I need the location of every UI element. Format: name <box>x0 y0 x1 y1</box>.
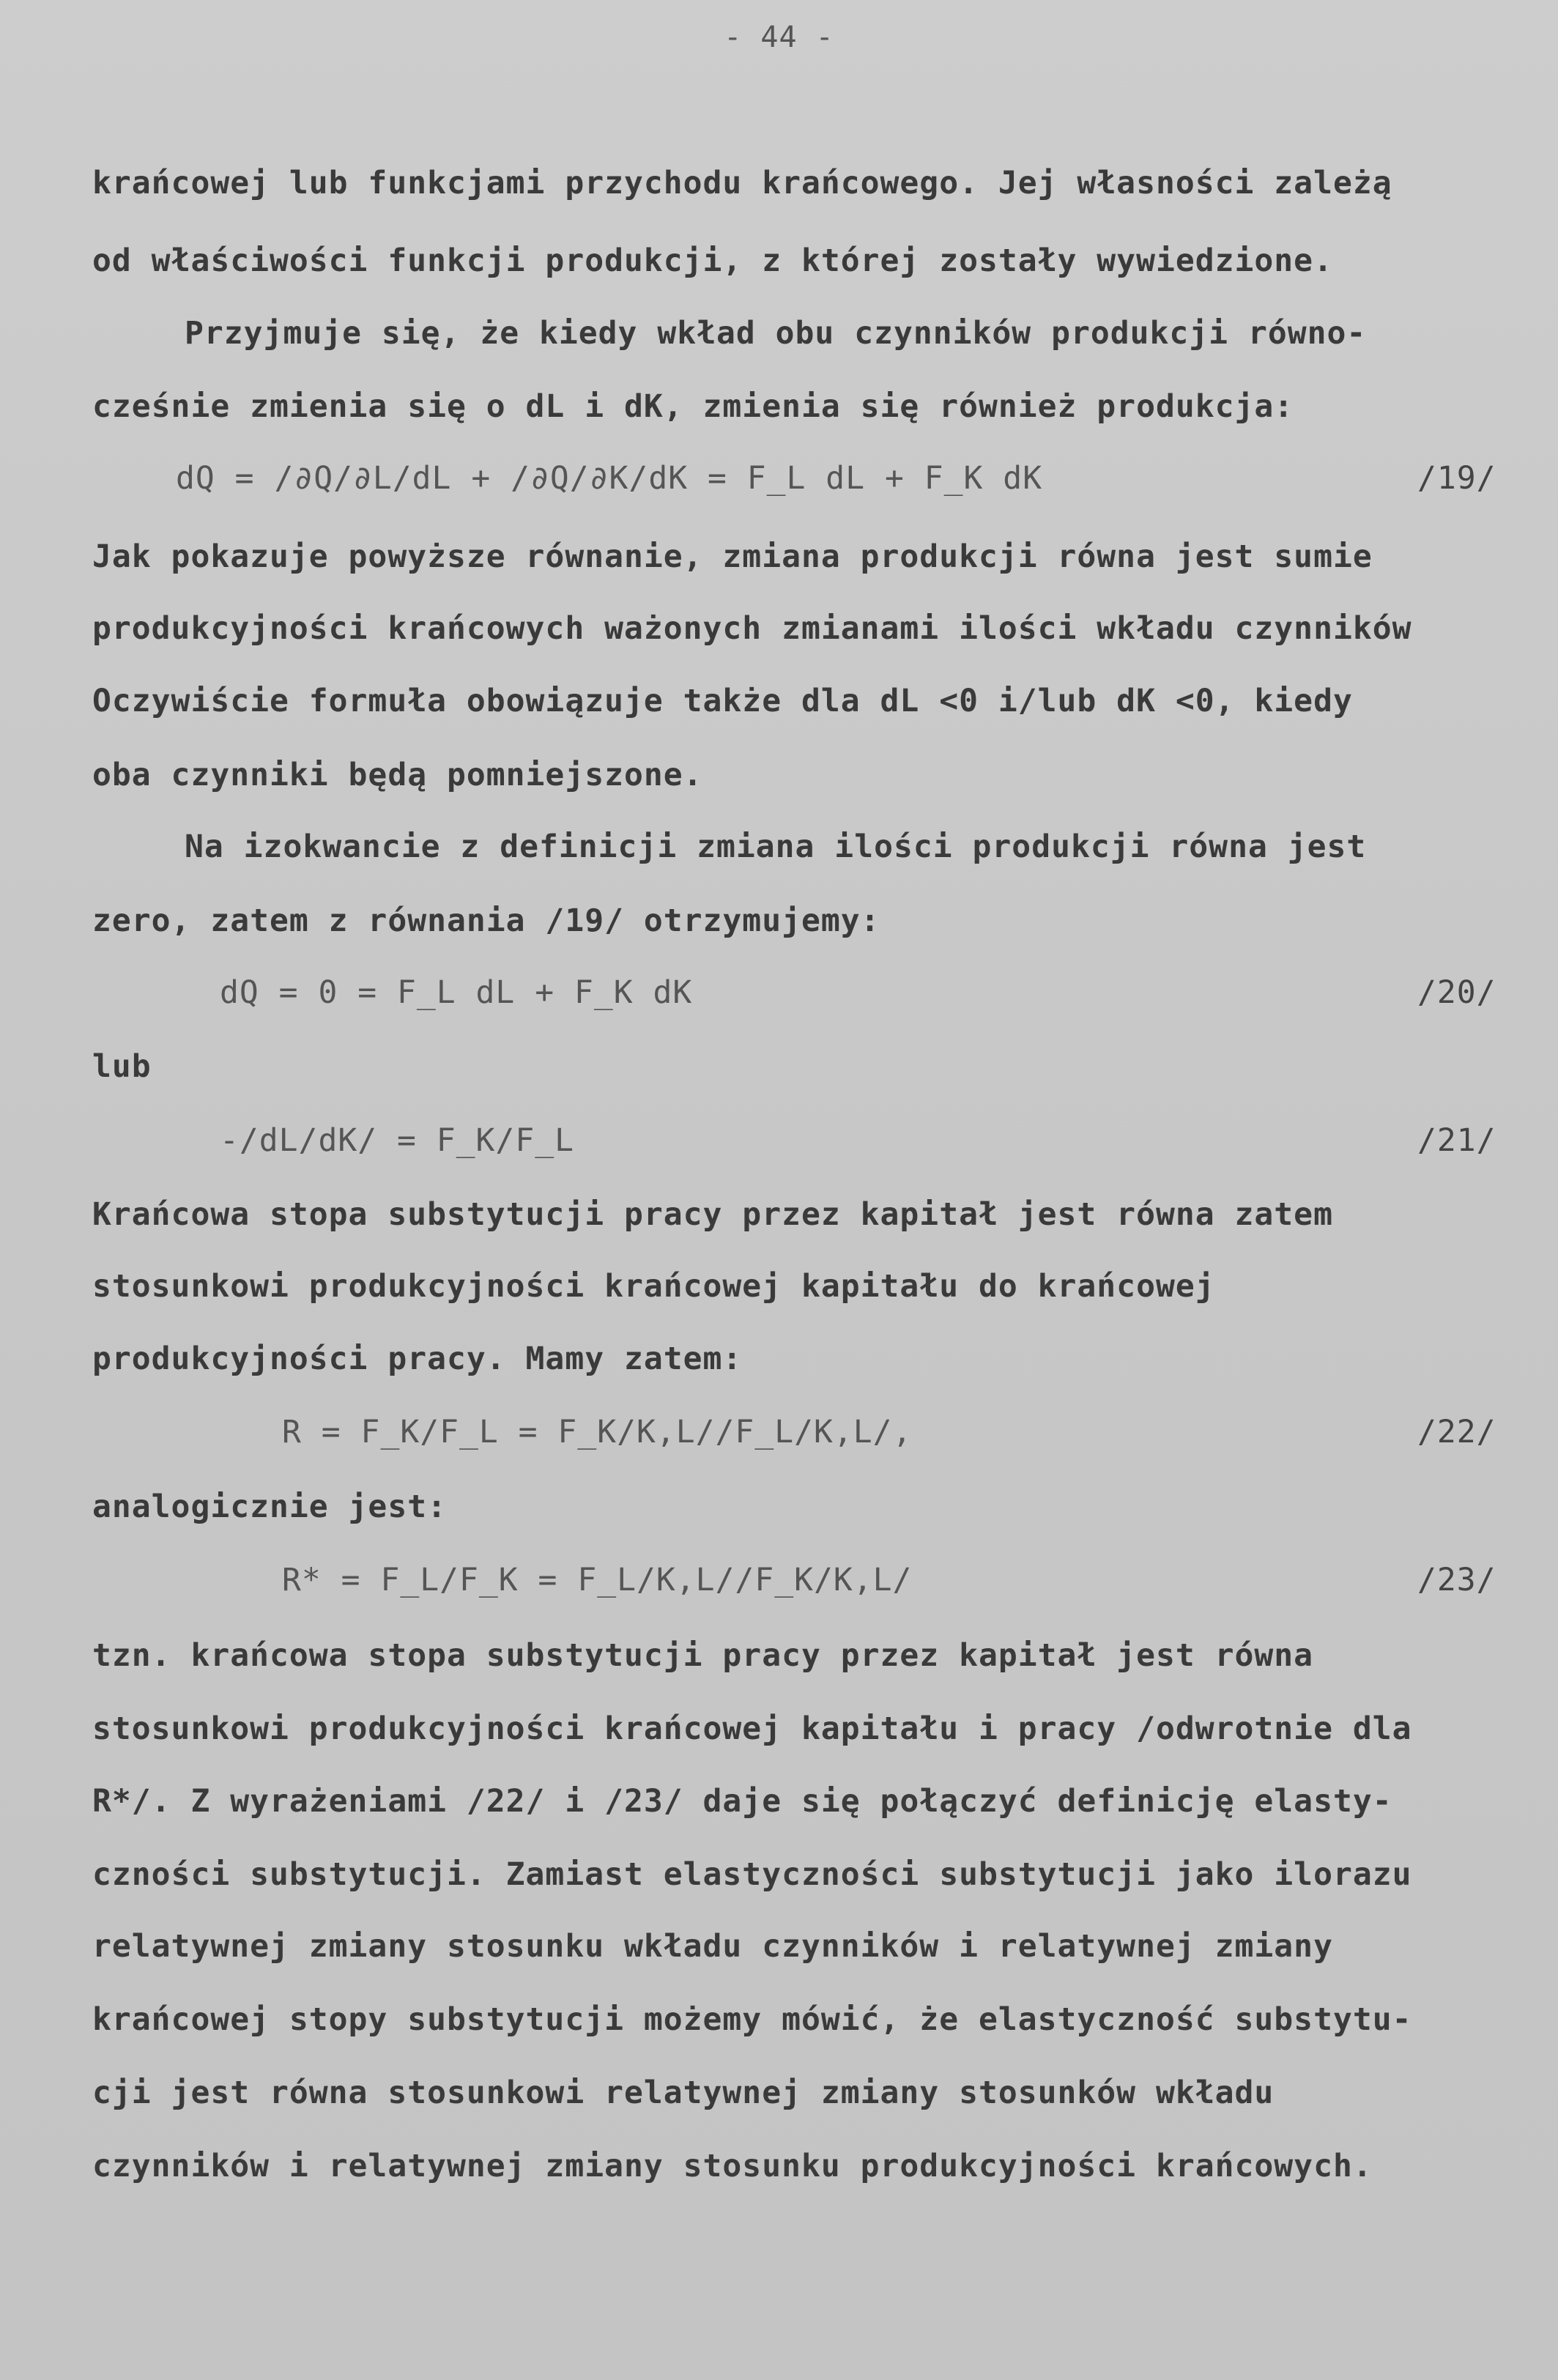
text-line-6: produkcyjności krańcowych ważonych zmianami ilości wkładu czynników <box>92 610 1412 647</box>
text-line-4: cześnie zmienia się o dL i dK, zmienia się również produkcja: <box>92 388 1294 425</box>
text-line-15: analogicznie jest: <box>92 1489 447 1525</box>
text-line-14: produkcyjności pracy. Mamy zatem: <box>92 1341 743 1377</box>
equation-20: dQ = 0 = F_L dL + F_K dK <box>220 974 693 1011</box>
equation-21: -/dL/dK/ = F_K/F_L <box>220 1122 574 1159</box>
text-line-13: stosunkowi produkcyjności krańcowej kapitału do krańcowej <box>92 1268 1215 1305</box>
text-line-7: Oczywiście formuła obowiązuje także dla dL <0 i/lub dK <0, kiedy <box>92 683 1353 719</box>
text-line-18: R*/. Z wyrażeniami /22/ i /23/ daje się połączyć definicję elasty- <box>92 1783 1392 1820</box>
text-line-22: cji jest równa stosunkowi relatywnej zmiany stosunków wkładu <box>92 2075 1275 2111</box>
text-line-23: czynników i relatywnej zmiany stosunku produkcyjności krańcowych. <box>92 2148 1373 2184</box>
text-line-2: od właściwości funkcji produkcji, z której zostały wywiedzione. <box>92 242 1333 279</box>
text-line-5: Jak pokazuje powyższe równanie, zmiana produkcji równa jest sumie <box>92 538 1373 575</box>
equation-22: R = F_K/F_L = F_K/K,L//F_L/K,L/, <box>282 1414 913 1450</box>
text-line-1: krańcowej lub funkcjami przychodu krańcowego. Jej własności zależą <box>92 165 1392 201</box>
text-line-11: lub <box>92 1048 152 1085</box>
text-line-17: stosunkowi produkcyjności krańcowej kapitału i pracy /odwrotnie dla <box>92 1710 1412 1747</box>
equation-22-number: /22/ <box>1417 1414 1496 1450</box>
text-line-9: Na izokwancie z definicji zmiana ilości produkcji równa jest <box>185 828 1367 865</box>
text-line-10: zero, zatem z równania /19/ otrzymujemy: <box>92 902 880 939</box>
text-line-20: relatywnej zmiany stosunku wkładu czynników i relatywnej zmiany <box>92 1928 1333 1965</box>
equation-23-number: /23/ <box>1417 1562 1496 1598</box>
page-number: - 44 - <box>724 21 834 54</box>
equation-21-number: /21/ <box>1417 1122 1496 1159</box>
equation-19-number: /19/ <box>1417 460 1496 497</box>
text-line-3: Przyjmuje się, że kiedy wkład obu czynników produkcji równo- <box>185 315 1367 352</box>
equation-23: R* = F_L/F_K = F_L/K,L//F_K/K,L/ <box>282 1562 913 1598</box>
text-line-12: Krańcowa stopa substytucji pracy przez kapitał jest równa zatem <box>92 1196 1333 1233</box>
equation-19: dQ = /∂Q/∂L/dL + /∂Q/∂K/dK = F_L dL + F_K dK <box>176 460 1043 497</box>
text-line-8: oba czynniki będą pomniejszone. <box>92 757 703 793</box>
text-line-16: tzn. krańcowa stopa substytucji pracy przez kapitał jest równa <box>92 1637 1314 1674</box>
text-line-19: czności substytucji. Zamiast elastyczności substytucji jako ilorazu <box>92 1856 1412 1893</box>
text-line-21: krańcowej stopy substytucji możemy mówić, że elastyczność substytu- <box>92 2001 1412 2038</box>
equation-20-number: /20/ <box>1417 974 1496 1011</box>
